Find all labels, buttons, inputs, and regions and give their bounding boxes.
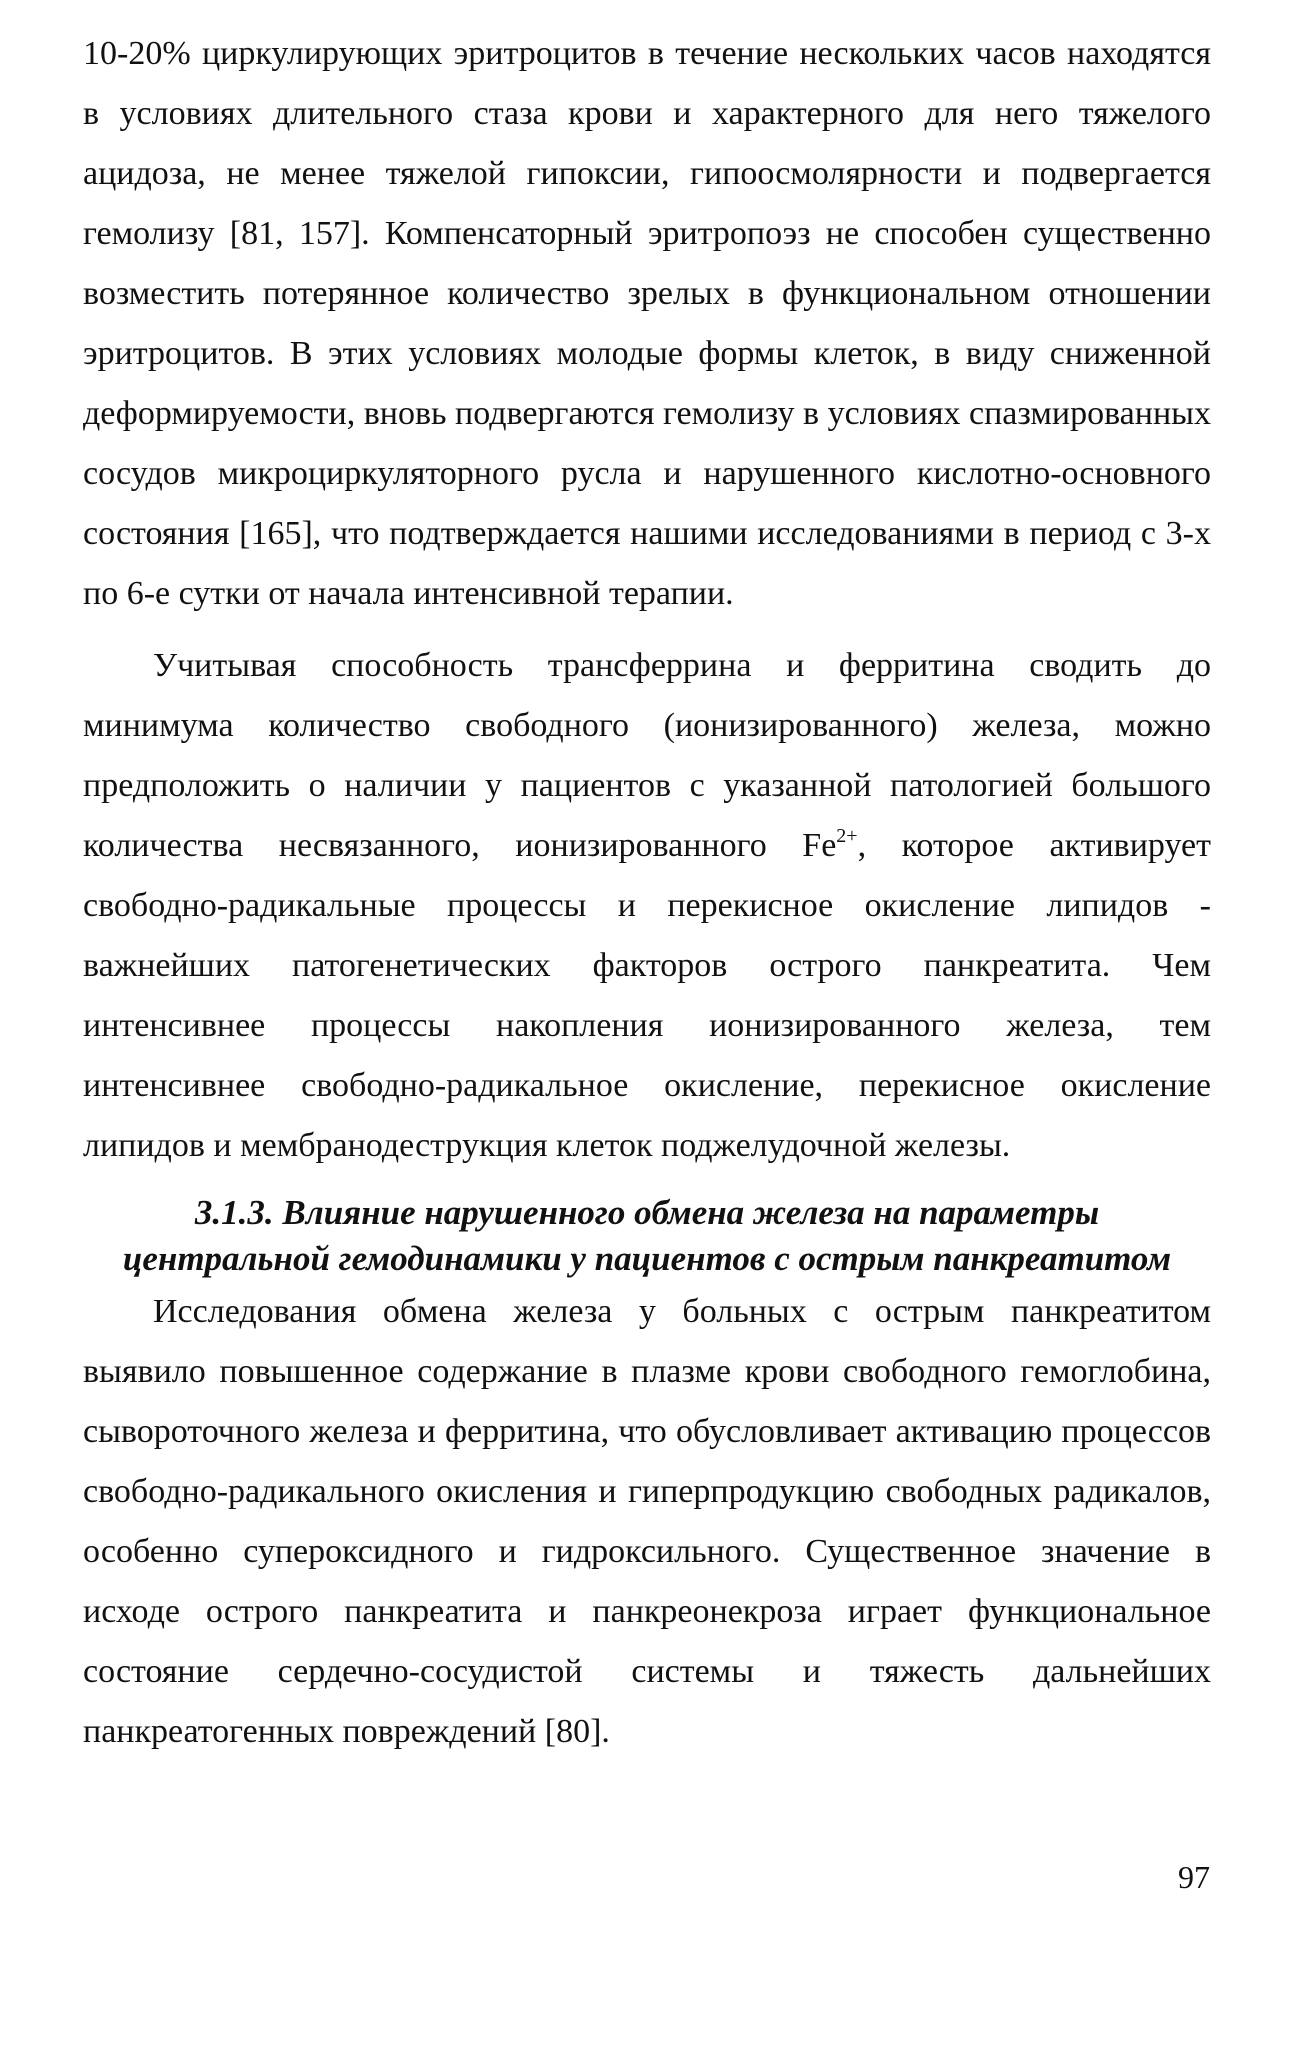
section-heading-line-1: 3.1.3. Влияние нарушенного обмена железа на параметры — [194, 1193, 1100, 1232]
document-page — [83, 24, 1211, 1762]
paragraph-hemolysis: 10-20% циркулирующих эритроцитов в течение нескольких часов находятся в условиях длительного стаза крови и характерного для него тяжелого ацидоза, не менее тяжелой гипоксии, гипоосмолярности и подвергается гемолизу [81, 157]. Компенсаторный эритропоэз не способен существенно возместить потерянное количество зрелых в функциональном отношении эритроцитов. В этих условиях молодые формы клеток, в виду сниженной деформируемости, вновь подвергаются гемолизу в условиях спазмированных сосудов микроциркуляторного русла и нарушенного кислотно-основного состояния [165], что подтверждается нашими исследованиями в период с 3-х по 6-е сутки от начала интенсивной терапии. — [83, 35, 1211, 612]
section-heading-line-2: центральной гемодинамики у пациентов с острым панкреатитом — [122, 1239, 1172, 1278]
section-heading — [83, 1190, 1211, 1282]
paragraph-text-part: , которое активирует свободно-радикальные процессы и перекисное окисление липидов - важнейших патогенетических факторов острого панкреатита. Чем интенсивнее процессы накопления ионизированного железа, тем интенсивнее свободно-радикальное окисление, перекисное окисление липидов и мембранодеструкция клеток поджелудочной железы. — [83, 827, 1211, 1164]
paragraph-gap — [83, 624, 1211, 636]
paragraph-text-part: Учитывая способность трансферрина и ферритина сводить до минимума количество свободного (ионизированного) железа, можно предположить о наличии у пациентов с указанной патологией большого количества несвязанного, ионизированного Fe — [83, 647, 1211, 864]
paragraph-transferrin-ferritin — [83, 636, 1211, 1176]
paragraph-iron-exchange-research: Исследования обмена железа у больных с острым панкреатитом выявило повышенное содержание в плазме крови свободного гемоглобина, сывороточного железа и ферритина, что обусловливает активацию процессов свободно-радикального окисления и гиперпродукцию свободных радикалов, особенно супероксидного и гидроксильного. Существенное значение в исходе острого панкреатита и панкреонекроза играет функциональное состояние сердечно-сосудистой системы и тяжесть дальнейших панкреатогенных повреждений [80]. — [83, 1293, 1211, 1750]
iron-charge-superscript: 2+ — [836, 825, 858, 847]
page-number: 97 — [1178, 1859, 1210, 1895]
